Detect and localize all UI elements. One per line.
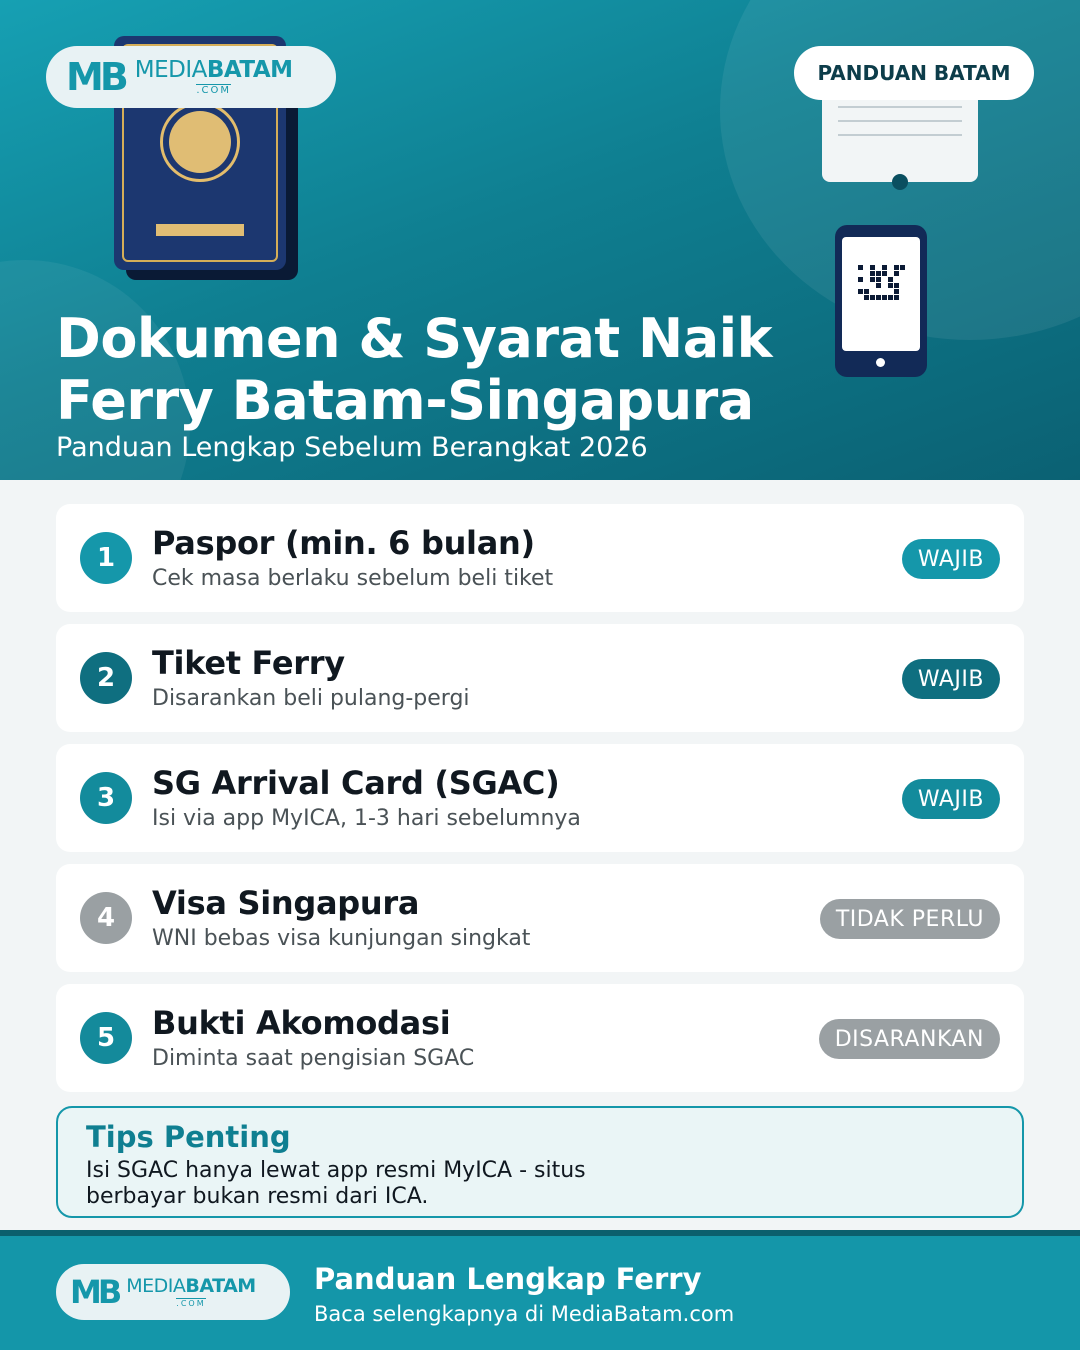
item-description: Disarankan beli pulang-pergi — [152, 686, 470, 711]
requirements-list — [56, 504, 1024, 1104]
logo-suffix: .COM — [196, 84, 231, 96]
page-title — [56, 308, 816, 432]
footer — [0, 1230, 1080, 1350]
title-line-1: Dokumen & Syarat Naik — [56, 307, 773, 370]
list-item — [56, 744, 1024, 852]
logo-mark: MB — [70, 1273, 119, 1311]
status-badge: WAJIB — [902, 659, 1000, 699]
tips-text: Isi SGAC hanya lewat app resmi MyICA - situs berbayar bukan resmi dari ICA. — [86, 1158, 586, 1209]
item-title: Bukti Akomodasi — [152, 1004, 451, 1042]
mediabatam-logo[interactable] — [46, 46, 336, 108]
item-number: 1 — [80, 532, 132, 584]
item-title: Tiket Ferry — [152, 644, 345, 682]
logo-word-light: MEDIA — [134, 56, 207, 83]
panduan-badge: PANDUAN BATAM — [794, 46, 1034, 100]
status-badge: TIDAK PERLU — [820, 899, 1000, 939]
item-title: Visa Singapura — [152, 884, 420, 922]
list-item — [56, 864, 1024, 972]
list-item — [56, 984, 1024, 1092]
status-badge: WAJIB — [902, 779, 1000, 819]
item-description: WNI bebas visa kunjungan singkat — [152, 926, 531, 951]
hero-header — [0, 0, 1080, 480]
phone-qr-icon — [835, 225, 927, 377]
item-number: 4 — [80, 892, 132, 944]
logo-word-bold: BATAM — [206, 56, 293, 83]
page-subtitle: Panduan Lengkap Sebelum Berangkat 2026 — [56, 432, 648, 463]
logo-word-light: MEDIA — [126, 1274, 186, 1297]
list-item — [56, 624, 1024, 732]
title-line-2: Ferry Batam-Singapura — [56, 369, 754, 432]
footer-title: Panduan Lengkap Ferry — [314, 1262, 702, 1296]
tips-title: Tips Penting — [86, 1120, 291, 1154]
footer-logo[interactable] — [56, 1264, 290, 1320]
list-item — [56, 504, 1024, 612]
logo-word-bold: BATAM — [185, 1274, 256, 1297]
item-number: 2 — [80, 652, 132, 704]
item-title: Paspor (min. 6 bulan) — [152, 524, 535, 562]
pin-dot — [892, 174, 908, 190]
item-description: Isi via app MyICA, 1-3 hari sebelumnya — [152, 806, 581, 831]
item-title: SG Arrival Card (SGAC) — [152, 764, 560, 802]
item-description: Diminta saat pengisian SGAC — [152, 1046, 475, 1071]
qr-code-icon — [858, 265, 906, 313]
item-number: 5 — [80, 1012, 132, 1064]
item-number: 3 — [80, 772, 132, 824]
tips-box — [56, 1106, 1024, 1218]
status-badge: DISARANKAN — [819, 1019, 1000, 1059]
footer-link-text[interactable]: Baca selengkapnya di MediaBatam.com — [314, 1302, 735, 1326]
logo-suffix: .COM — [176, 1298, 206, 1308]
item-description: Cek masa berlaku sebelum beli tiket — [152, 566, 554, 591]
logo-mark: MB — [66, 55, 125, 99]
status-badge: WAJIB — [902, 539, 1000, 579]
